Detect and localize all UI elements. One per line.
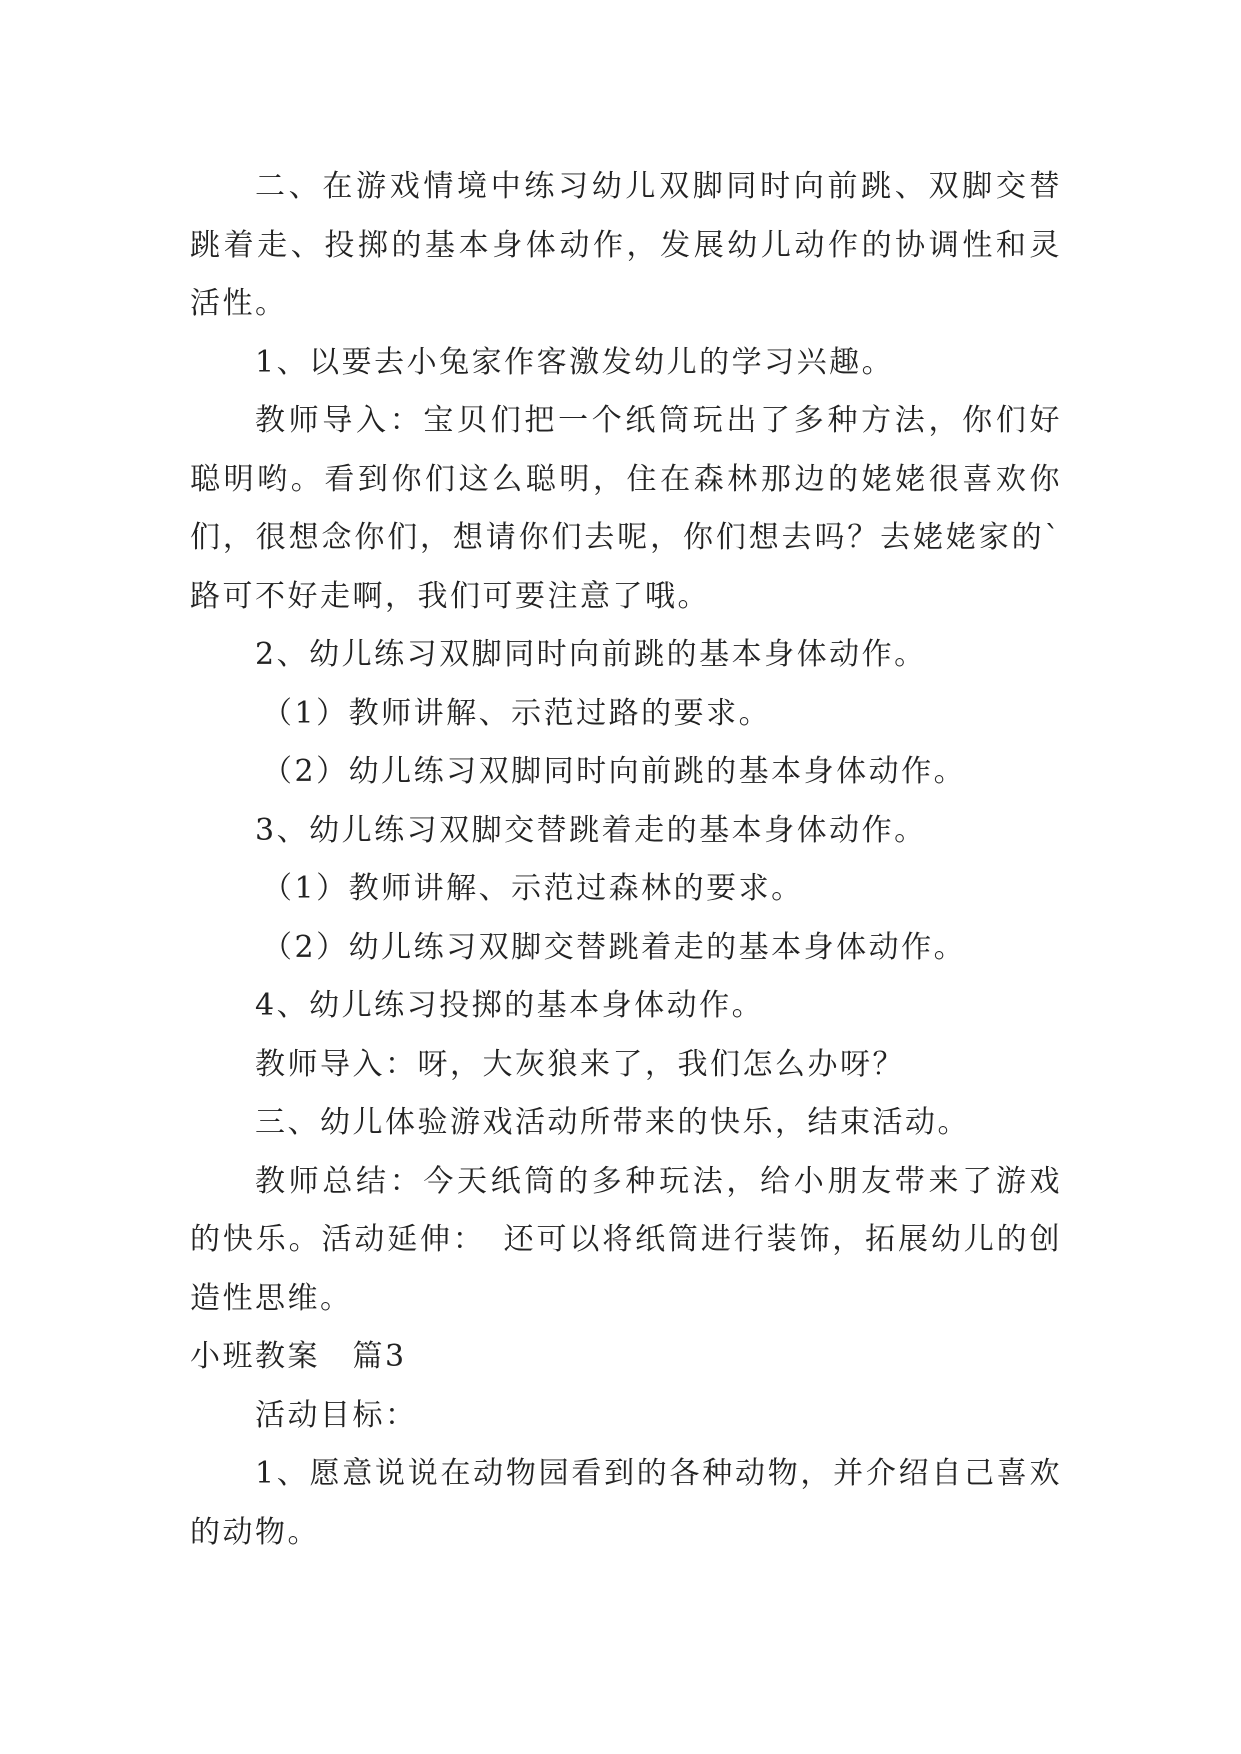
paragraph-teacher-intro-2: 教师导入：呀，大灰狼来了，我们怎么办呀？ <box>255 1046 905 1082</box>
paragraph-teacher-intro: 教师导入：宝贝们把一个纸筒玩出了多种方法，你们好聪明哟。看到你们这么聪明，住在森林那边的姥姥很喜欢你们，很想念你们，想请你们去呢，你们想去吗？去姥姥家的`路可不好走啊，我们可要注意了哦。 <box>190 403 1062 614</box>
paragraph-step-2-sub-2: （2）幼儿练习双脚同时向前跳的基本身体动作。 <box>262 754 967 789</box>
paragraph-step-2: 2、幼儿练习双脚同时向前跳的基本身体动作。 <box>255 637 927 672</box>
paragraph-step-2-sub-1: （1）教师讲解、示范过路的要求。 <box>262 695 772 731</box>
section-heading: 小班教案 篇3 <box>190 1339 407 1374</box>
paragraph-objective-2: 二、在游戏情境中练习幼儿双脚同时向前跳、双脚交替跳着走、投掷的基本身体动作，发展幼儿动作的协调性和灵活性。 <box>190 169 1062 321</box>
paragraph-step-3-sub-2: （2）幼儿练习双脚交替跳着走的基本身体动作。 <box>262 929 967 965</box>
paragraph-goal-1: 1、愿意说说在动物园看到的各种动物，并介绍自己喜欢的动物。 <box>190 1456 1062 1550</box>
paragraph-section-3: 三、幼儿体验游戏活动所带来的快乐，结束活动。 <box>255 1105 970 1140</box>
paragraph-step-4: 4、幼儿练习投掷的基本身体动作。 <box>255 988 765 1023</box>
paragraph-step-1: 1、以要去小兔家作客激发幼儿的学习兴趣。 <box>255 344 895 380</box>
paragraph-step-3: 3、幼儿练习双脚交替跳着走的基本身体动作。 <box>255 812 927 848</box>
document-body <box>190 158 1062 1562</box>
paragraph-step-3-sub-1: （1）教师讲解、示范过森林的要求。 <box>262 871 804 906</box>
paragraph-activity-goals-label: 活动目标： <box>255 1397 418 1433</box>
paragraph-teacher-summary: 教师总结：今天纸筒的多种玩法，给小朋友带来了游戏的快乐。活动延伸： 还可以将纸筒进行装饰，拓展幼儿的创造性思维。 <box>190 1163 1062 1316</box>
